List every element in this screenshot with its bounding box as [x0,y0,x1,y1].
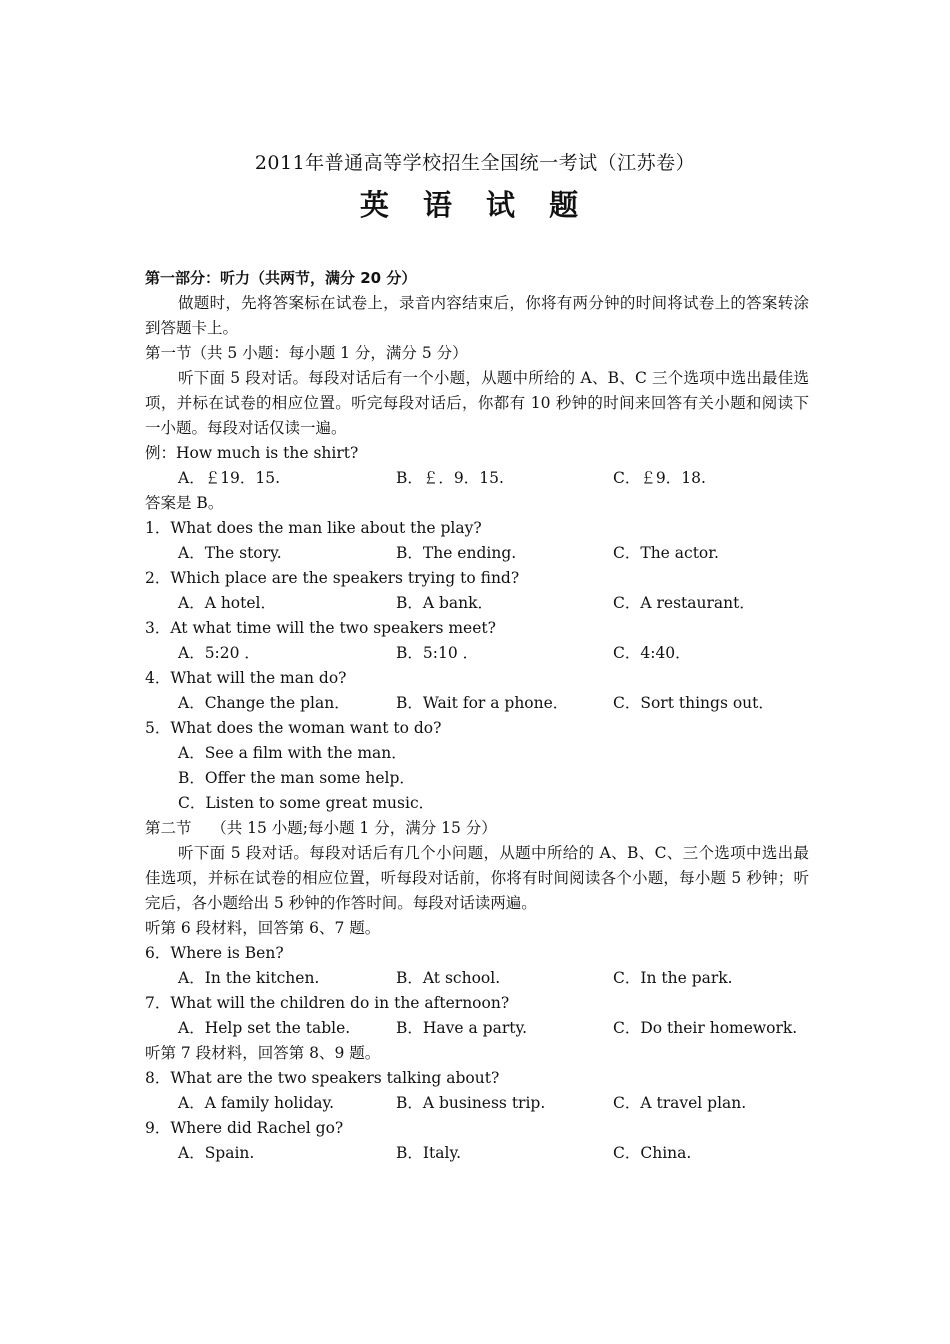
section2-heading: 第二节 （共 15 小题;每小题 1 分，满分 15 分） [145,819,497,837]
question-6-stem: 6．Where is Ben? [145,944,284,962]
option-a: A．Spain. [178,1144,255,1162]
question-3-options [145,641,809,666]
example-options [145,466,809,491]
option-a: A．A hotel． [178,594,276,612]
option-a: A．￡19．15. [178,469,281,487]
option-c: C．Sort things out． [613,694,774,712]
option-b: B．Italy. [396,1144,462,1162]
option-c: C．￡9．18. [613,469,706,487]
question-8-stem: 8．What are the two speakers talking about? [145,1069,500,1087]
question-7-options [145,1016,809,1041]
question-3-stem: 3．At what time will the two speakers meet? [145,619,496,637]
question-6-options [145,966,809,991]
option-b: B．At school. [396,969,501,987]
option-c: C．Do their homework. [613,1019,798,1037]
example-answer: 答案是 B。 [145,494,224,512]
option-a: A．In the kitchen. [178,969,320,987]
question-2-stem: 2．Which place are the speakers trying to find? [145,569,520,587]
option-c: C．A restaurant． [613,594,755,612]
option-a: A．A family holiday. [178,1094,335,1112]
option-c: C．Listen to some great music． [178,794,435,812]
option-b: B．Wait for a phone． [396,694,569,712]
example-stem: 例：How much is the shirt? [145,444,359,462]
question-1-stem: 1．What does the man like about the play? [145,519,482,537]
option-b: B．A business trip. [396,1094,546,1112]
part1-intro: 做题时，先将答案标在试卷上，录音内容结束后，你将有两分钟的时间将试卷上的答案转涂到答题卡上。 [145,294,809,337]
question-9-options [145,1141,809,1166]
option-a: A．The story. [178,544,282,562]
section2-instruction: 听下面 5 段对话。每段对话后有几个小问题，从题中所给的 A、B、C、三个选项中选出最佳选项，并标在试卷的相应位置，听每段对话前，你将有时间阅读各个小题，每小题 5 秒钟；听完后，各小题给出 5 秒钟的作答时间。每段对话读两遍。 [145,844,809,912]
option-b: B．A bank． [396,594,494,612]
exam-title: 2011年普通高等学校招生全国统一考试（江苏卷） [254,152,696,174]
option-a: A．Help set the table. [178,1019,351,1037]
question-4-stem: 4．What will the man do? [145,669,347,687]
option-c: C．In the park. [613,969,733,987]
option-b: B．Have a party. [396,1019,528,1037]
section1-heading: 第一节（共 5 小题：每小题 1 分，满分 5 分） [145,344,468,362]
option-c: C．A travel plan. [613,1094,747,1112]
option-c: C．The actor. [613,544,719,562]
question-4-options [145,691,809,716]
question-5-stem: 5．What does the woman want to do? [145,719,442,737]
option-b: B．The ending. [396,544,517,562]
question-2-options [145,591,809,616]
question-1-options [145,541,809,566]
question-8-options [145,1091,809,1116]
question-9-stem: 9．Where did Rachel go? [145,1119,344,1137]
option-c: C．4:40． [613,644,691,662]
option-a: A．Change the plan． [178,694,350,712]
exam-subtitle: 英 语 试 题 [359,188,591,222]
option-a: A．5:20 ． [178,644,260,662]
option-b: B．Offer the man some help． [178,769,415,787]
material-7-label: 听第 7 段材料，回答第 8、9 题。 [145,1044,381,1062]
option-a: A．See a film with the man． [178,744,407,762]
section1-instruction: 听下面 5 段对话。每段对话后有一个小题，从题中所给的 A、B、C 三个选项中选出最佳选项，并标在试卷的相应位置。听完每段对话后，你都有 10 秒钟的时间来回答有关小题和阅读下一小题。每段对话仅读一遍。 [145,369,809,437]
exam-content [145,266,809,1166]
material-6-label: 听第 6 段材料，回答第 6、7 题。 [145,919,381,937]
part1-heading: 第一部分：听力（共两节，满分 20 分） [145,269,417,287]
option-b: B．5:10 ． [396,644,479,662]
question-7-stem: 7．What will the children do in the afternoon? [145,994,510,1012]
option-c: C．China. [613,1144,692,1162]
option-b: B．￡．9．15. [396,469,504,487]
